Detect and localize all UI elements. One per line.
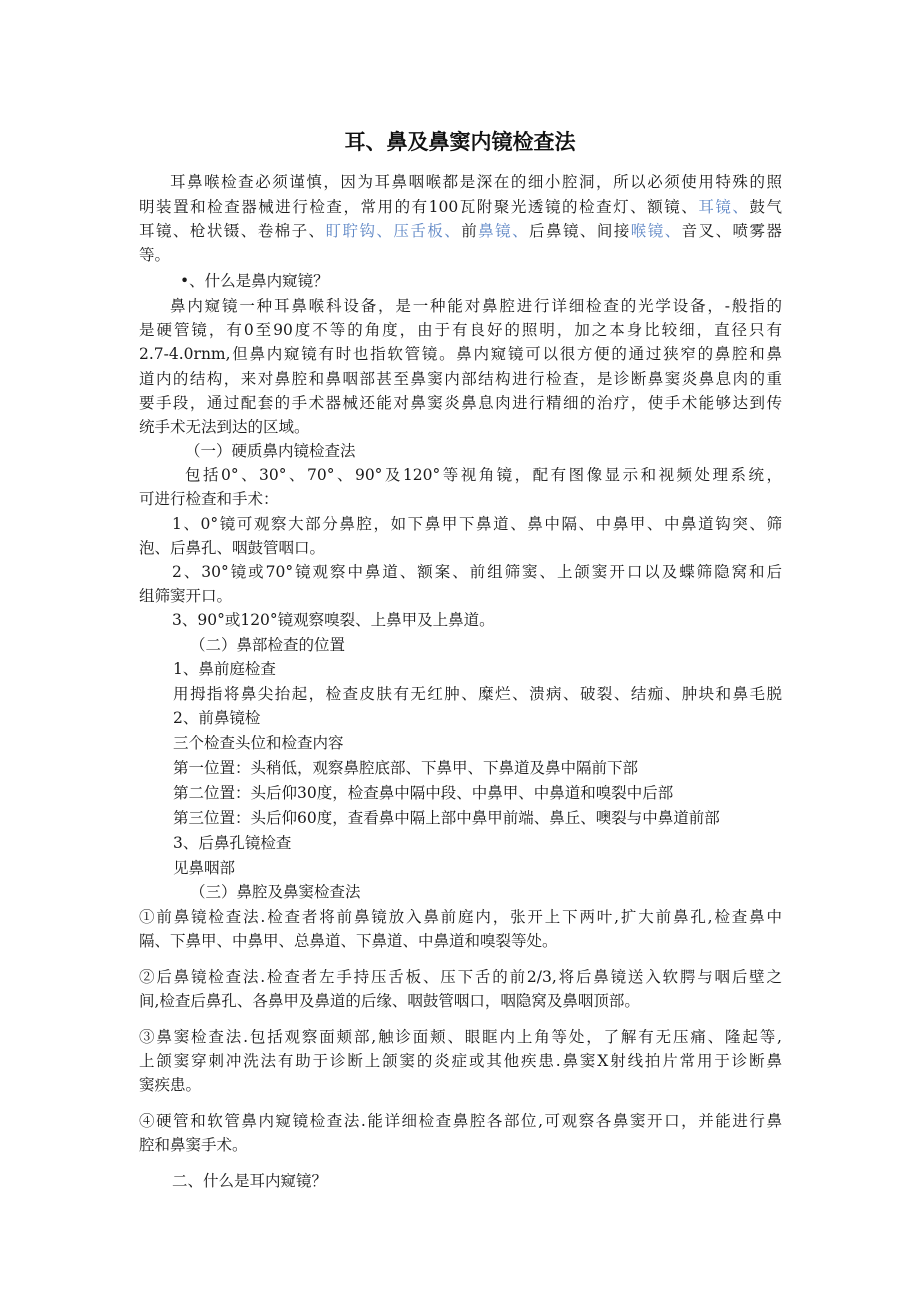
- subsection-heading-sinus: （三）鼻腔及鼻窦检查法: [190, 883, 361, 901]
- intro-text: 音叉、喷雾器: [681, 222, 782, 240]
- paragraph-line: 间,检查后鼻孔、各鼻甲及鼻道的后缘、咽鼓管咽口，咽隐窝及鼻咽顶部。: [139, 992, 640, 1010]
- subsection-heading-position: （二）鼻部检查的位置: [190, 636, 346, 654]
- intro-text: 前: [461, 222, 479, 240]
- paragraph-line: 上颌窦穿刺冲洗法有助于诊断上颌窦的炎症或其他疾患.鼻窦X射线拍片常用于诊断鼻: [139, 1052, 782, 1070]
- paragraph-line: ③鼻窦检查法.包括观察面颊部,触诊面颊、眼眶内上角等处，了解有无压痛、隆起等,: [139, 1028, 782, 1046]
- intro-line-4: 等。: [139, 246, 171, 264]
- paragraph-line: 要手段，通过配套的手术器械还能对鼻窦炎鼻息肉进行精细的治疗，使手术能够达到传: [139, 394, 782, 412]
- paragraph-line: 可进行检查和手术：: [139, 490, 279, 508]
- list-item: 3、90°或120°镜观察嗅裂、上鼻甲及上鼻道。: [172, 611, 495, 629]
- paragraph-line: 包括0°、30°、70°、90°及120°等视角镜，配有图像显示和视频处理系统，: [185, 466, 782, 484]
- paragraph-line: 鼻内窥镜一种耳鼻喉科设备，是一种能对鼻腔进行详细检查的光学设备，-般指的: [170, 297, 782, 315]
- link-bijing[interactable]: 鼻镜、: [478, 222, 530, 240]
- position-line: 第一位置：头稍低，观察鼻腔底部、下鼻甲、下鼻道及鼻中隔前下部: [173, 759, 639, 777]
- subsection-heading-rigid: （一）硬质鼻内镜检查法: [185, 442, 356, 460]
- paragraph-line: 用拇指将鼻尖抬起，检查皮肤有无红肿、糜烂、溃病、破裂、结痂、肿块和鼻毛脱: [173, 685, 782, 703]
- paragraph-line: 道内的结构，来对鼻腔和鼻咽部甚至鼻窦内部结构进行检查，是诊断鼻窦炎鼻息肉的重: [139, 370, 782, 388]
- link-yasheban[interactable]: 压舌板、: [393, 222, 462, 240]
- paragraph-line: 窦疾患。: [139, 1076, 202, 1094]
- intro-text: 后鼻镜、间接: [529, 222, 631, 240]
- intro-line-1: 耳鼻喉检查必须谨慎，因为耳鼻咽喉都是深在的细小腔洞，所以必须使用特殊的照: [170, 173, 782, 191]
- intro-text: 耳镜、枪状镊、卷棉子、: [139, 222, 326, 240]
- link-houjing[interactable]: 喉镜、: [630, 222, 682, 240]
- paragraph-line: 是硬管镜，有0至90度不等的角度，由于有良好的照明，加之本身比较细，直径只有: [139, 321, 782, 339]
- link-erjing[interactable]: 耳镜、: [698, 198, 750, 216]
- list-item-cont: 泡、后鼻孔、咽鼓管咽口。: [139, 539, 326, 557]
- paragraph-line: 统手术无法到达的区域。: [139, 418, 310, 436]
- paragraph-line: 三个检查头位和检查内容: [173, 734, 344, 752]
- list-item-cont: 组筛窦开口。: [139, 587, 233, 605]
- paragraph-line: 腔和鼻窦手术。: [139, 1136, 248, 1154]
- position-line: 第三位置：头后仰60度，查看鼻中隔上部中鼻甲前端、鼻丘、噢裂与中鼻道前部: [173, 809, 720, 827]
- item-heading: 2、前鼻镜检: [173, 709, 261, 727]
- paragraph-line: ②后鼻镜检查法.检查者左手持压舌板、压下舌的前2/3,将后鼻镜送入软腭与咽后壁之: [139, 968, 782, 986]
- list-item: 2、30°镜或70°镜观察中鼻道、额案、前组筛窦、上颌窦开口以及蝶筛隐窝和后: [172, 563, 782, 581]
- intro-text: 明装置和检查器械进行检查，常用的有100瓦附聚光透镜的检查灯、额镜、: [139, 198, 699, 216]
- list-item: 1、0°镜可观察大部分鼻腔，如下鼻甲下鼻道、鼻中隔、中鼻甲、中鼻道钩突、筛: [172, 515, 782, 533]
- paragraph-line: 2.7-4.0rnm,但鼻内窥镜有时也指软管镜。鼻内窥镜可以很方便的通过狭窄的鼻腔和鼻: [139, 345, 782, 363]
- paragraph-line: ④硬管和软管鼻内窥镜检查法.能详细检查鼻腔各部位,可观察各鼻窦开口，并能进行鼻: [139, 1112, 782, 1130]
- item-heading: 1、鼻前庭检查: [173, 660, 276, 678]
- section-heading-ear-endoscope: 二、什么是耳内窥镜？: [172, 1172, 328, 1190]
- item-heading: 3、后鼻孔镜检查: [173, 834, 292, 852]
- paragraph-line: 见鼻咽部: [173, 859, 236, 877]
- page-title: 耳、鼻及鼻窦内镜检查法: [344, 130, 576, 154]
- section-heading-nasal-endoscope: •、什么是鼻内窥镜？: [180, 272, 329, 290]
- intro-line-3: [139, 220, 782, 242]
- intro-line-2: [139, 196, 782, 218]
- paragraph-line: ①前鼻镜检查法.检查者将前鼻镜放入鼻前庭内，张开上下两叶,扩大前鼻孔,检查鼻中: [139, 908, 782, 926]
- intro-text: 鼓气: [749, 198, 782, 216]
- paragraph-line: 隔、下鼻甲、中鼻甲、总鼻道、下鼻道、中鼻道和嗅裂等处。: [139, 932, 558, 950]
- position-line: 第二位置：头后仰30度，检查鼻中隔中段、中鼻甲、中鼻道和嗅裂中后部: [173, 784, 674, 802]
- link-dingling[interactable]: 盯聍钩、: [325, 222, 394, 240]
